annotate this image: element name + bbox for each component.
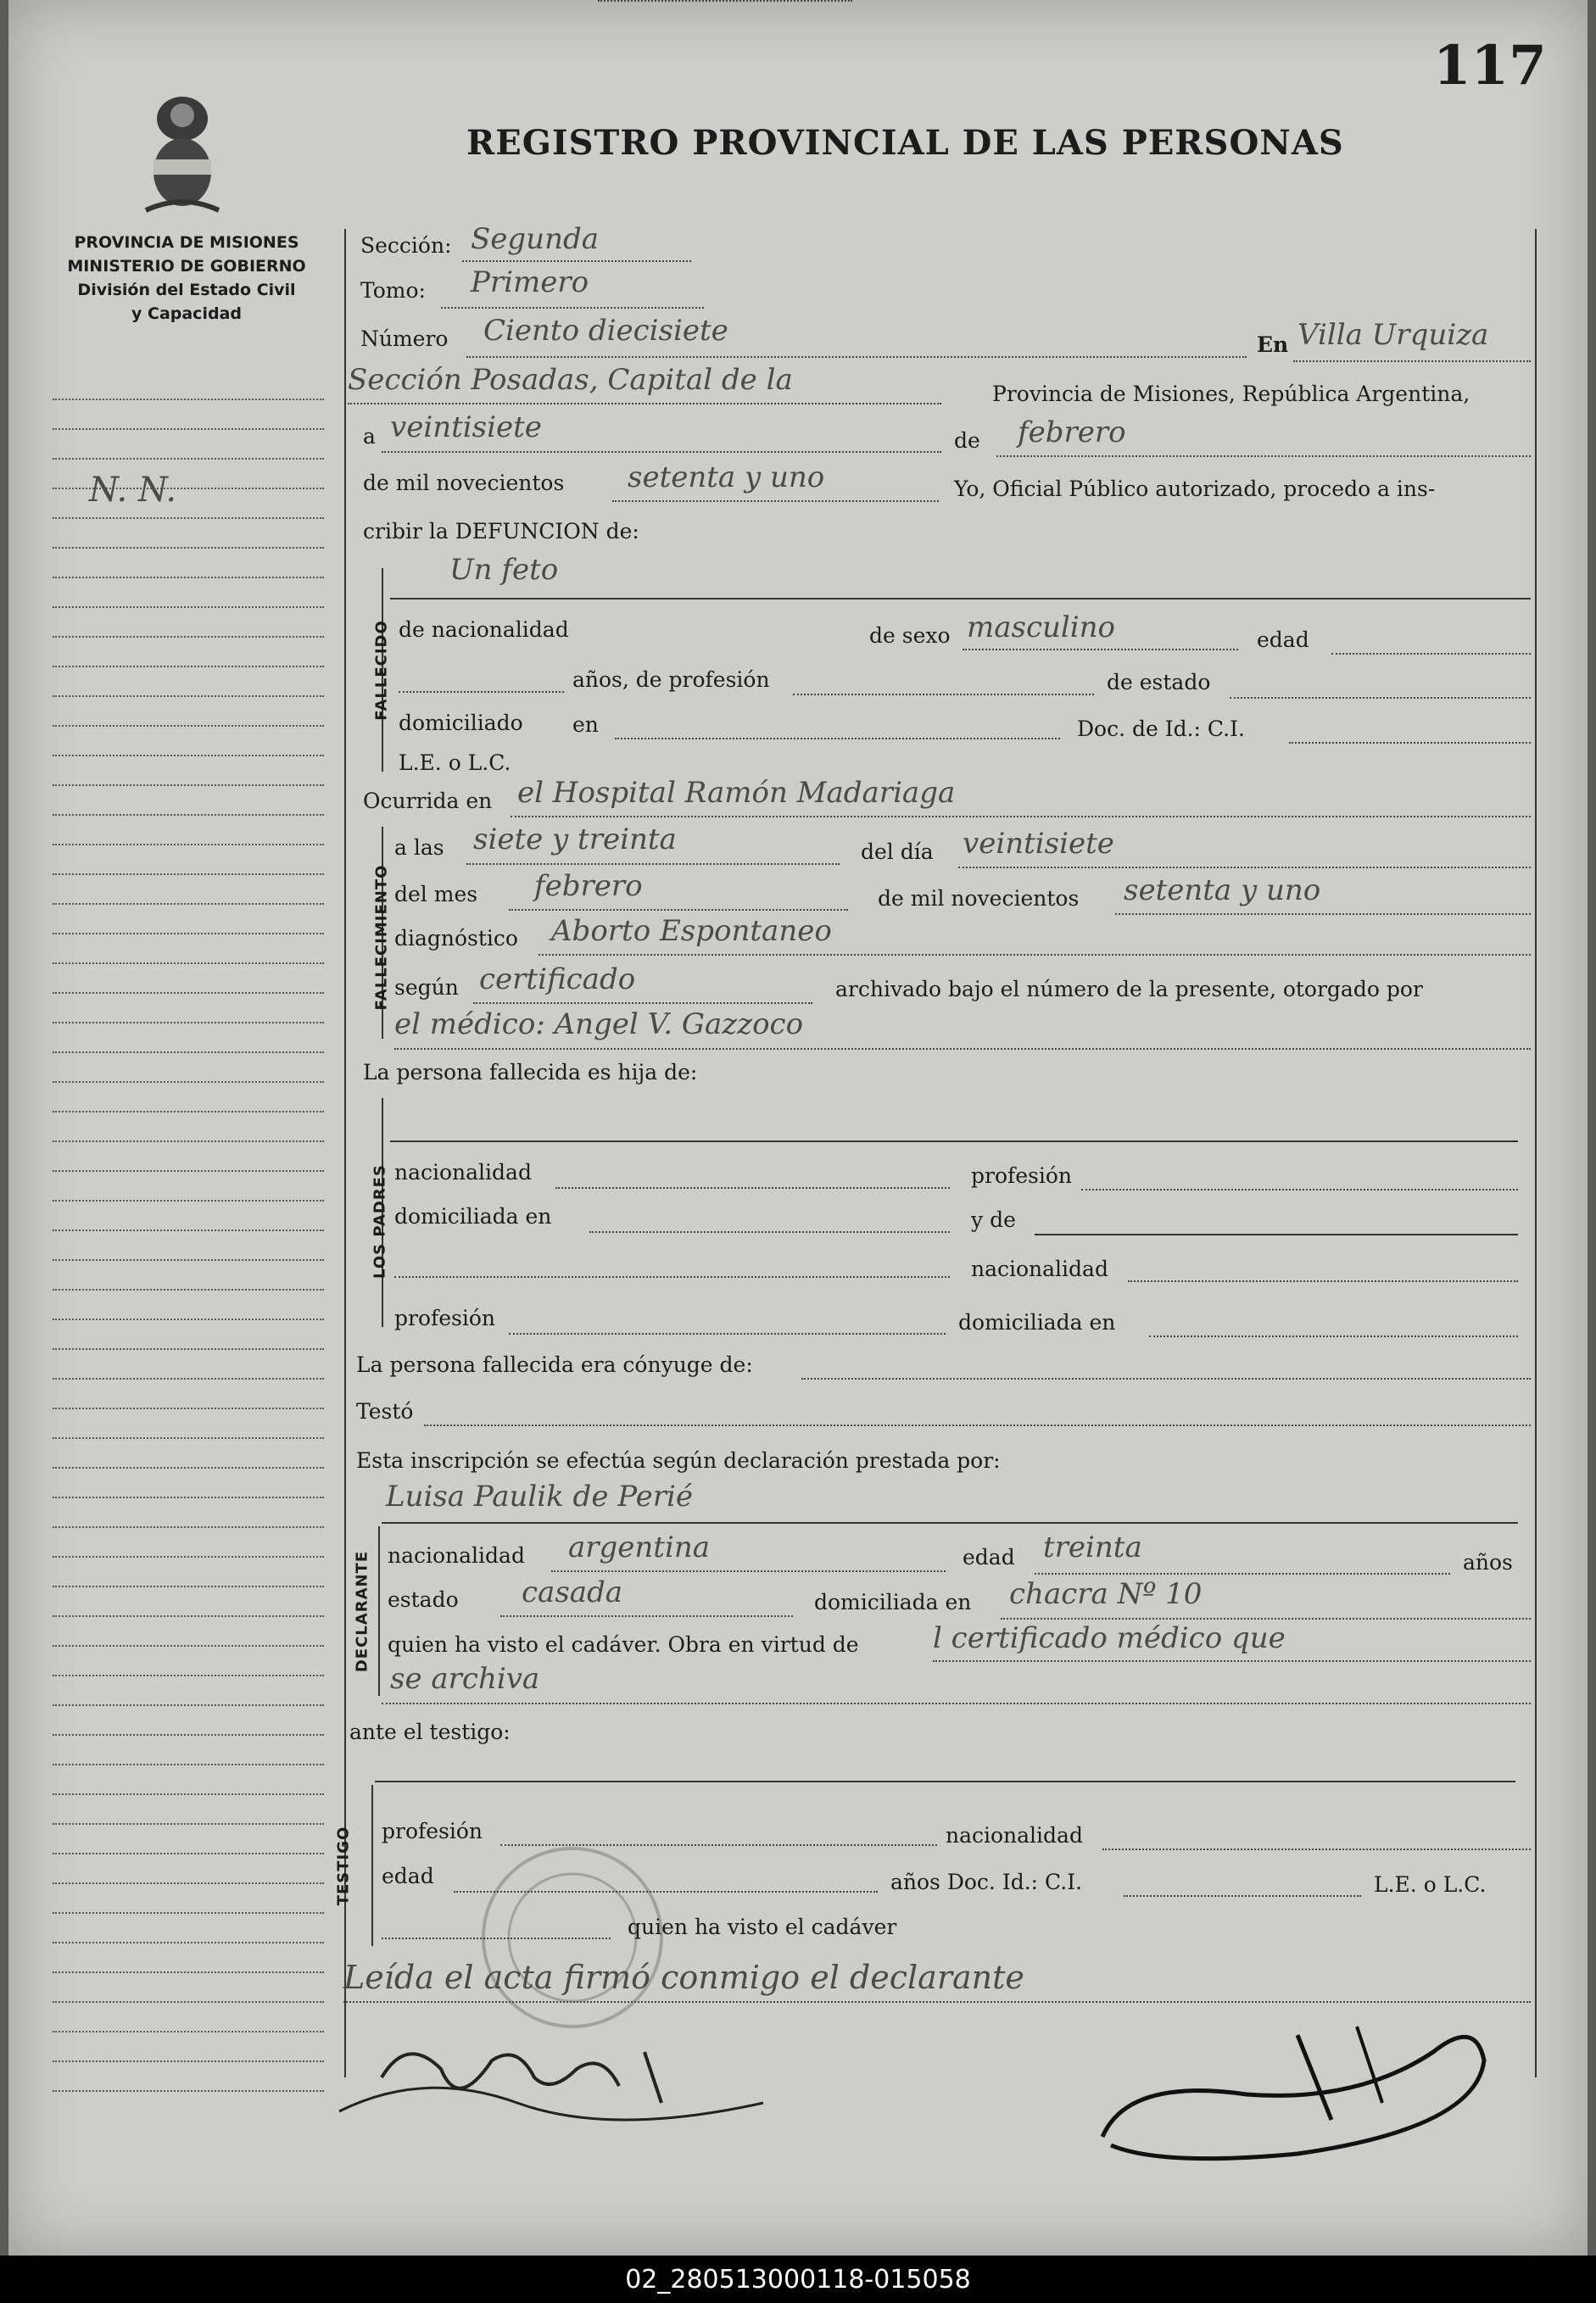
hija-label: La persona fallecida es hija de: xyxy=(363,1060,698,1085)
margin-rule-line xyxy=(53,606,324,608)
fallecido-edad-line xyxy=(1331,653,1531,655)
margin-rule-line xyxy=(53,399,324,400)
padres-domiciliada2-line xyxy=(1149,1336,1518,1337)
margin-rule-line xyxy=(53,1140,324,1142)
en-line xyxy=(1293,360,1531,362)
official-signature-icon xyxy=(1077,2001,1518,2171)
margin-rule-line xyxy=(53,2090,324,2092)
margin-rule-line xyxy=(53,1853,324,1854)
page-number: 117 xyxy=(1433,34,1547,98)
margin-rule-line xyxy=(53,577,324,578)
declarante-domiciliada-line xyxy=(1001,1618,1531,1620)
hora-line xyxy=(466,863,840,865)
declarante-edad-label: edad xyxy=(963,1545,1015,1570)
conyuge-label: La persona fallecida era cónyuge de: xyxy=(356,1352,753,1377)
declarante-virtud-line xyxy=(933,1660,1531,1662)
hora-label: a las xyxy=(394,835,444,860)
padres-nacionalidad-line xyxy=(555,1187,950,1189)
ocurrida-line xyxy=(511,816,1531,817)
margin-rule-line xyxy=(53,1230,324,1231)
anio-label: de mil novecientos xyxy=(878,886,1080,911)
testigo-profesion-label: profesión xyxy=(382,1819,483,1843)
margin-rule-line xyxy=(53,1467,324,1469)
margin-rule-line xyxy=(53,814,324,816)
margin-rule-line xyxy=(53,933,324,934)
fallecido-profesion-line xyxy=(793,694,1094,695)
testigo-le-label: L.E. o L.C. xyxy=(1374,1872,1487,1897)
en-label: En xyxy=(1257,332,1289,357)
a-line xyxy=(382,451,941,453)
a-label: a xyxy=(363,424,376,449)
testigo-edad-label: edad xyxy=(382,1864,434,1888)
declarante-nombre-line xyxy=(382,1522,1518,1524)
declarante-estado-label: estado xyxy=(388,1587,459,1612)
margin-rule-line xyxy=(53,1081,324,1083)
declarante-nacionalidad-line xyxy=(551,1570,946,1572)
margin-rule-line xyxy=(53,844,324,845)
ministry-line-1: PROVINCIA DE MISIONES xyxy=(74,233,299,252)
dia-label: del día xyxy=(861,839,934,864)
mes-value: febrero xyxy=(534,869,643,903)
ministry-block xyxy=(42,231,331,326)
margin-rule-line xyxy=(53,1704,324,1706)
margin-rule-line xyxy=(53,1675,324,1676)
testo-label: Testó xyxy=(356,1399,414,1424)
lugar-value: Sección Posadas, Capital de la xyxy=(348,363,793,397)
declarante-domiciliada-value: chacra Nº 10 xyxy=(1009,1577,1203,1611)
margin-rule-line xyxy=(53,2031,324,2033)
fallecido-sexo-label: de sexo xyxy=(869,623,951,648)
mes-line xyxy=(509,909,848,911)
margin-rule-line xyxy=(53,547,324,549)
oficial-text: Yo, Oficial Público autorizado, procedo a ins- xyxy=(954,477,1436,501)
padres-nombre-line xyxy=(390,1140,1518,1142)
margin-rule-line xyxy=(53,458,324,460)
declarante-virtud-value: l certificado médico que xyxy=(933,1621,1286,1655)
margin-rule-line xyxy=(53,1764,324,1765)
margin-rule-line xyxy=(53,1289,324,1291)
testigo-doc-line xyxy=(1124,1895,1361,1897)
margin-rule-line xyxy=(53,1526,324,1528)
padres-yde-line xyxy=(1035,1234,1518,1235)
mil-label: de mil novecientos xyxy=(363,471,565,495)
seccion-value: Segunda xyxy=(471,222,600,256)
conyuge-line xyxy=(801,1378,1531,1380)
inscribir-text: cribir la DEFUNCION de: xyxy=(363,519,639,544)
padres-domiciliada-label: domiciliada en xyxy=(394,1204,552,1229)
margin-rule-line xyxy=(53,1170,324,1172)
margin-rule-line xyxy=(53,873,324,875)
fallecido-doc-label: Doc. de Id.: C.I. xyxy=(1077,717,1245,741)
padres-profesion2-line xyxy=(509,1333,946,1335)
declarante-anos-label: años xyxy=(1463,1550,1513,1575)
padres-profesion2-label: profesión xyxy=(394,1306,496,1330)
en-value: Villa Urquiza xyxy=(1297,318,1489,352)
margin-rule-line xyxy=(53,666,324,667)
diagnostico-label: diagnóstico xyxy=(394,926,518,951)
margin-rule-line xyxy=(53,695,324,697)
inscripcion-label: Esta inscripción se efectúa según declaración prestada por: xyxy=(356,1448,1001,1473)
padres-side-label: LOS PADRES xyxy=(371,1164,389,1279)
margin-rule-line xyxy=(53,1823,324,1825)
margin-rule-line xyxy=(53,1319,324,1320)
numero-line xyxy=(466,356,1247,358)
margin-rule-line xyxy=(53,1111,324,1112)
seccion-label: Sección: xyxy=(360,233,452,258)
fallecido-anos-label: años, de profesión xyxy=(572,667,770,692)
mil-value: setenta y uno xyxy=(628,460,825,494)
declarante-nacionalidad-label: nacionalidad xyxy=(388,1543,525,1568)
margin-rule-line xyxy=(53,1051,324,1053)
fallecido-nacionalidad-line xyxy=(598,0,852,2)
margin-rule-line xyxy=(53,1793,324,1795)
de-label: de xyxy=(954,428,980,453)
numero-label: Número xyxy=(360,326,449,351)
declarante-signature-icon xyxy=(322,2018,797,2137)
fallecido-anos-line xyxy=(399,691,564,693)
tomo-line xyxy=(441,307,704,309)
declarante-estado-line xyxy=(500,1615,793,1617)
seccion-line xyxy=(462,260,691,262)
declarante-side-label: DECLARANTE xyxy=(353,1550,371,1673)
declarante-nombre-value: Luisa Paulik de Perié xyxy=(386,1480,693,1514)
margin-rule-line xyxy=(53,636,324,638)
margin-rule-line xyxy=(53,725,324,727)
testigo-nombre-line xyxy=(375,1781,1515,1782)
margin-rule-line xyxy=(53,1734,324,1736)
fallecido-en-line xyxy=(615,738,1060,739)
fallecido-nombre-line xyxy=(390,598,1531,599)
declarante-estado-value: casada xyxy=(522,1575,623,1609)
margin-rule-line xyxy=(53,1586,324,1587)
margin-note: N. N. xyxy=(89,471,177,510)
anio-line xyxy=(1115,913,1531,915)
diagnostico-value: Aborto Espontaneo xyxy=(551,914,832,948)
fallecido-sexo-value: masculino xyxy=(967,611,1116,644)
document-sheet xyxy=(8,0,1588,2256)
margin-rule-line xyxy=(53,428,324,430)
testigo-nacionalidad-line xyxy=(1102,1849,1531,1850)
hora-value: siete y treinta xyxy=(473,822,677,856)
closing-statement: Leída el acta firmó conmigo el declarante xyxy=(343,1959,1024,1996)
margin-rule-line xyxy=(53,2060,324,2062)
padres-blank-line xyxy=(394,1276,950,1278)
diagnostico-line xyxy=(539,954,1531,956)
margin-rule-line xyxy=(53,1971,324,1973)
segun-value: certificado xyxy=(479,962,636,996)
ocurrida-value: el Hospital Ramón Madariaga xyxy=(517,776,956,810)
padres-nacionalidad2-line xyxy=(1128,1280,1518,1282)
medico-line xyxy=(394,1048,1531,1050)
ministry-line-4: y Capacidad xyxy=(131,304,242,323)
segun-line xyxy=(473,1002,812,1004)
ministry-line-2: MINISTERIO DE GOBIERNO xyxy=(67,257,306,276)
fallecido-doc-line xyxy=(1289,742,1531,744)
margin-rule-line xyxy=(53,1497,324,1498)
margin-rule-line xyxy=(53,1022,324,1023)
margin-rule-line xyxy=(53,1942,324,1943)
margin-rule-line xyxy=(53,1348,324,1350)
fallecido-edad-label: edad xyxy=(1257,627,1309,652)
margin-rule-line xyxy=(53,1912,324,1914)
fallecido-nacionalidad-label: de nacionalidad xyxy=(399,617,569,642)
margin-rule-line xyxy=(53,1556,324,1558)
anio-value: setenta y uno xyxy=(1124,873,1321,907)
official-stamp-icon xyxy=(475,1840,670,2035)
padres-domiciliada2-label: domiciliada en xyxy=(958,1310,1116,1335)
fallecido-estado-label: de estado xyxy=(1107,670,1211,694)
tomo-value: Primero xyxy=(471,265,589,299)
declarante-domiciliada-label: domiciliada en xyxy=(814,1590,972,1614)
padres-profesion-label: profesión xyxy=(971,1163,1073,1188)
fallecido-nombre-value: Un feto xyxy=(449,553,559,587)
declarante-bracket xyxy=(378,1526,380,1696)
fallecido-domiciliado-label: domiciliado xyxy=(399,711,523,735)
fallecido-le-label: L.E. o L.C. xyxy=(399,750,511,775)
padres-nacionalidad2-label: nacionalidad xyxy=(971,1257,1108,1281)
testigo-bracket xyxy=(371,1785,373,1946)
fallecimiento-side-label: FALLECIMIENTO xyxy=(372,864,391,1011)
ante-label: ante el testigo: xyxy=(349,1720,511,1744)
margin-rule-line xyxy=(53,784,324,786)
dia-value: veintisiete xyxy=(963,827,1114,861)
dia-line xyxy=(958,867,1531,868)
testigo-side-label: TESTIGO xyxy=(334,1826,353,1906)
document-title: REGISTRO PROVINCIAL DE LAS PERSONAS xyxy=(466,123,1344,163)
fallecido-en-label: en xyxy=(572,712,599,737)
a-value: veintisiete xyxy=(390,410,542,444)
margin-rule-line xyxy=(53,962,324,964)
medico-value: el médico: Angel V. Gazzoco xyxy=(394,1007,804,1041)
padres-domiciliada-line xyxy=(589,1231,950,1233)
margin-rule-line xyxy=(53,992,324,994)
provincia-text: Provincia de Misiones, República Argentina, xyxy=(992,382,1470,406)
declarante-edad-line xyxy=(1035,1573,1450,1575)
lugar-line xyxy=(348,403,941,404)
padres-nacionalidad-label: nacionalidad xyxy=(394,1160,532,1185)
ocurrida-label: Ocurrida en xyxy=(363,789,493,813)
fallecido-estado-line xyxy=(1230,697,1531,699)
testigo-nacionalidad-label: nacionalidad xyxy=(946,1823,1083,1848)
margin-rule-line xyxy=(53,2001,324,2003)
ministry-line-3: División del Estado Civil xyxy=(77,281,296,299)
numero-value: Ciento diecisiete xyxy=(483,314,728,348)
margin-rule-line xyxy=(53,488,324,489)
margin-rule-line xyxy=(53,1259,324,1261)
coat-of-arms-icon xyxy=(136,92,229,219)
margin-rule-line xyxy=(53,1200,324,1202)
form-left-border xyxy=(344,229,346,2077)
margin-rule-line xyxy=(53,755,324,756)
declarante-nacionalidad-value: argentina xyxy=(568,1531,711,1564)
padres-profesion-line xyxy=(1081,1189,1518,1191)
declarante-edad-value: treinta xyxy=(1043,1531,1142,1564)
testo-line xyxy=(424,1425,1531,1426)
declarante-virtud-line-2 xyxy=(382,1703,1531,1704)
margin-rule-line xyxy=(53,1408,324,1409)
margin-rule-line xyxy=(53,517,324,519)
fallecido-side-label: FALLECIDO xyxy=(372,620,391,721)
margin-rule-line xyxy=(53,1378,324,1380)
caption-bar: 02_280513000118-015058 xyxy=(0,2256,1596,2303)
archivado-text: archivado bajo el número de la presente, otorgado por xyxy=(835,977,1423,1001)
margin-rule-line xyxy=(53,1437,324,1439)
mil-line xyxy=(612,500,939,502)
de-line xyxy=(996,455,1531,457)
margin-rule-line xyxy=(53,903,324,905)
tomo-label: Tomo: xyxy=(360,278,426,303)
margin-rule-line xyxy=(53,1615,324,1617)
testigo-doc-label: años Doc. Id.: C.I. xyxy=(890,1870,1083,1894)
form-right-border xyxy=(1535,229,1537,2077)
testigo-visto-label: quien ha visto el cadáver xyxy=(628,1915,897,1939)
fallecido-sexo-line xyxy=(963,649,1238,650)
segun-label: según xyxy=(394,975,459,1000)
mes-label: del mes xyxy=(394,882,478,906)
declarante-virtud-value-2: se archiva xyxy=(390,1662,540,1696)
padres-yde-label: y de xyxy=(971,1207,1016,1232)
margin-rule-line xyxy=(53,1645,324,1647)
declarante-visto-label: quien ha visto el cadáver. Obra en virtud de xyxy=(388,1632,859,1657)
margin-rule-line xyxy=(53,1882,324,1884)
de-value: febrero xyxy=(1018,415,1126,449)
